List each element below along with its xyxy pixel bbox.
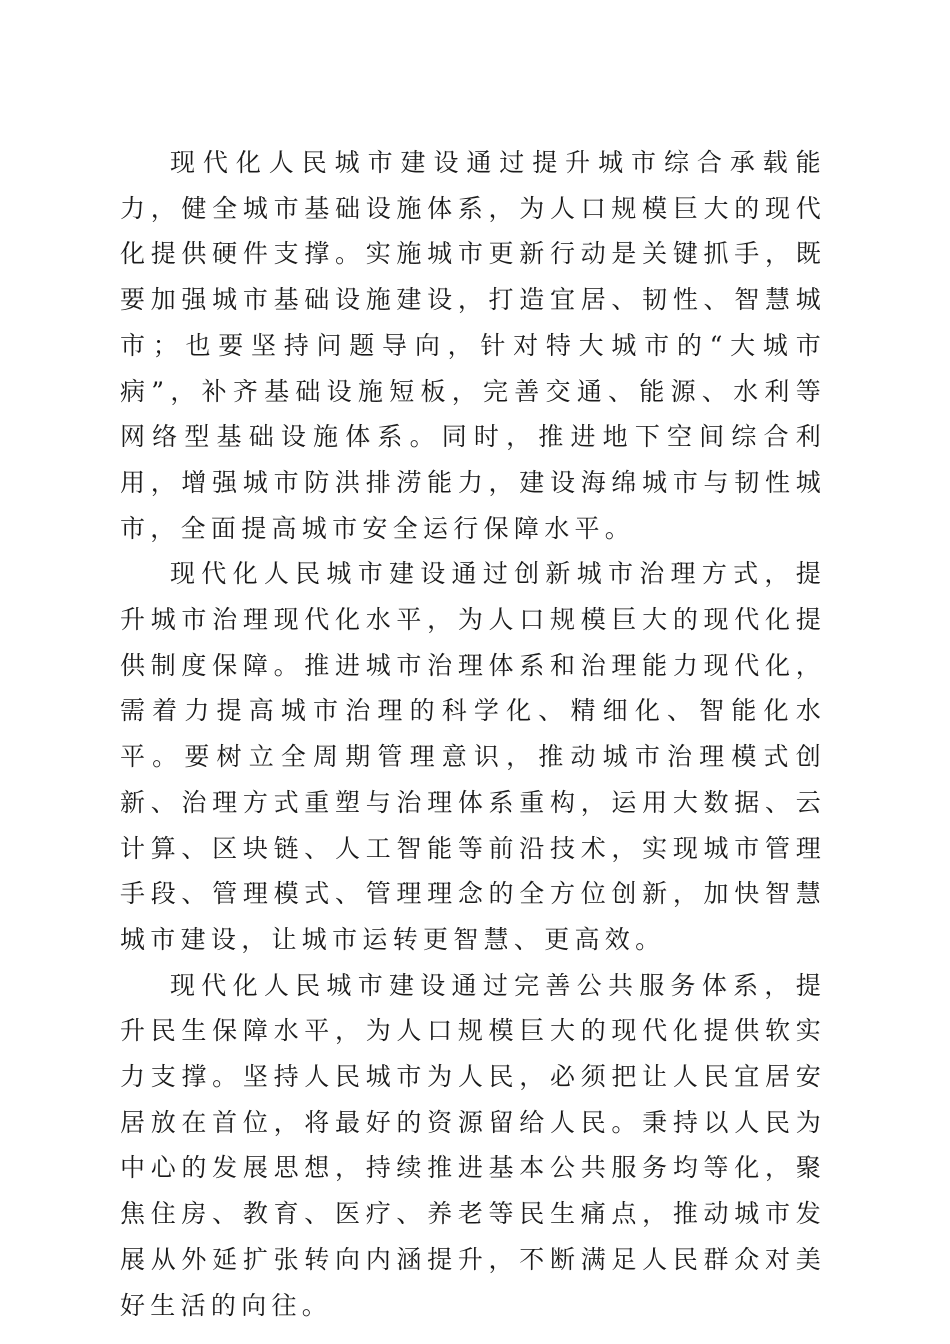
paragraph-governance: 现代化人民城市建设通过创新城市治理方式，提升城市治理现代化水平，为人口规模巨大的现代化提供制度保障。推进城市治理体系和治理能力现代化，需着力提高城市治理的科学化、精细化、智能化水平。要树立全周期管理意识，推动城市治理模式创新、治理方式重塑与治理体系重构，运用大数据、云计算、区块链、人工智能等前沿技术，实现城市管理手段、管理模式、管理理念的全方位创新，加快智慧城市建设，让城市运转更智慧、更高效。 [120, 559, 826, 954]
document-body [120, 140, 826, 1328]
paragraph-public-services: 现代化人民城市建设通过完善公共服务体系，提升民生保障水平，为人口规模巨大的现代化提供软实力支撑。坚持人民城市为人民，必须把让人民宜居安居放在首位，将最好的资源留给人民。秉持以人民为中心的发展思想，持续推进基本公共服务均等化，聚焦住房、教育、医疗、养老等民生痛点，推动城市发展从外延扩张转向内涵提升，不断满足人民群众对美好生活的向往。 [120, 970, 826, 1320]
paragraph-infrastructure: 现代化人民城市建设通过提升城市综合承载能力，健全城市基础设施体系，为人口规模巨大的现代化提供硬件支撑。实施城市更新行动是关键抓手，既要加强城市基础设施建设，打造宜居、韧性、智慧城市；也要坚持问题导向，针对特大城市的“大城市病”，补齐基础设施短板，完善交通、能源、水利等网络型基础设施体系。同时，推进地下空间综合利用，增强城市防洪排涝能力，建设海绵城市与韧性城市，全面提高城市安全运行保障水平。 [120, 148, 826, 543]
